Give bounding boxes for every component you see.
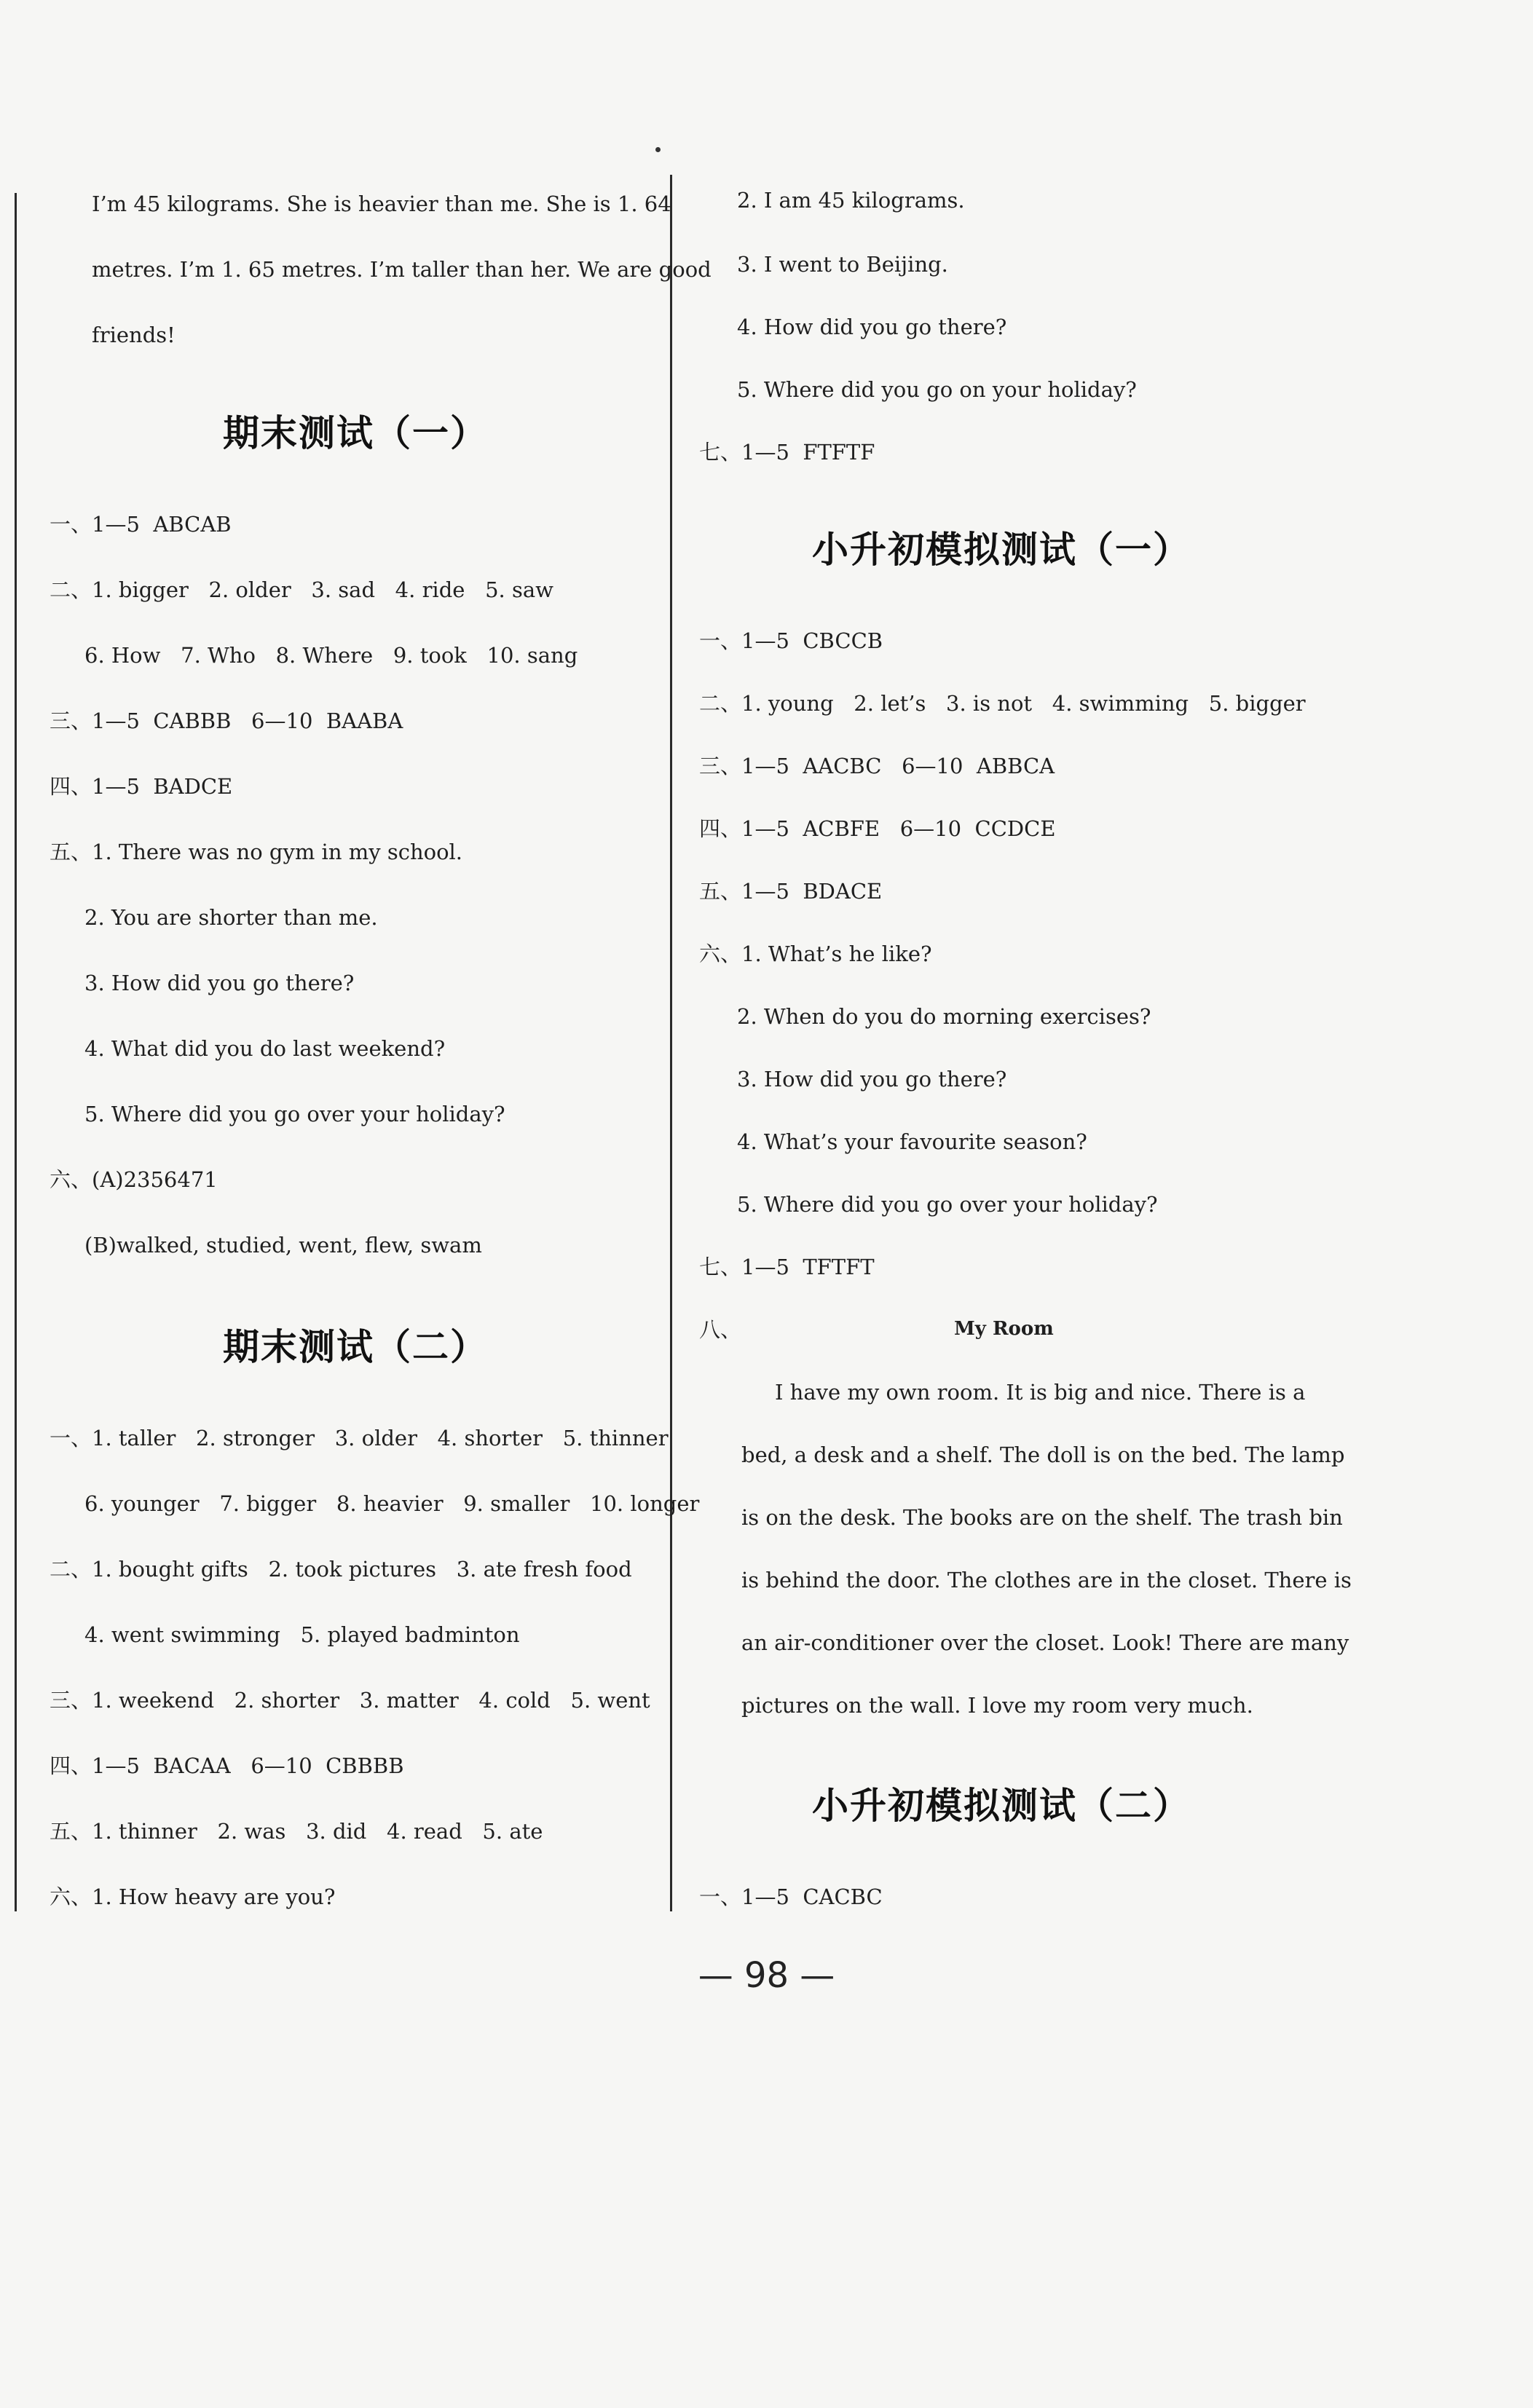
answer-line: 四、1—5 BACAA 6—10 CBBBB <box>50 1753 404 1778</box>
answer-line: 4. What did you do last weekend? <box>84 1036 446 1061</box>
intro-line: friends! <box>92 323 176 347</box>
intro-line: I’m 45 kilograms. She is heavier than me. She is 1. 64 <box>92 192 671 216</box>
answer-line: 三、1. weekend 2. shorter 3. matter 4. cold 5. went <box>50 1688 650 1713</box>
section-heading: 小升初模拟测试（二） <box>812 1785 1191 1827</box>
answer-line: 六、(A)2356471 <box>50 1167 218 1192</box>
left-margin-rule <box>15 193 17 1911</box>
section-label: 八、 <box>699 1317 742 1342</box>
essay-line: is behind the door. The clothes are in the closet. There is <box>741 1568 1352 1592</box>
answer-line: 五、1—5 BDACE <box>699 879 883 904</box>
essay-line: an air-conditioner over the closet. Look! There are many <box>741 1630 1349 1655</box>
right-column <box>699 175 1352 1937</box>
answer-line: 4. What’s your favourite season? <box>737 1129 1087 1154</box>
section-heading: 期末测试（二） <box>223 1326 488 1368</box>
page-number: — 98 — <box>698 1955 835 1996</box>
answer-line: (B)walked, studied, went, flew, swam <box>84 1233 482 1258</box>
answer-line: 七、1—5 FTFTF <box>699 440 875 465</box>
answer-line: 3. How did you go there? <box>737 1067 1007 1092</box>
answer-line: 2. You are shorter than me. <box>84 905 378 930</box>
answer-line: 5. Where did you go over your holiday? <box>84 1102 505 1126</box>
answer-line: 3. I went to Beijing. <box>737 252 948 277</box>
answer-line: 6. How 7. Who 8. Where 9. took 10. sang <box>84 643 578 668</box>
answer-line: 五、1. There was no gym in my school. <box>50 840 463 864</box>
answer-line: 三、1—5 AACBC 6—10 ABBCA <box>699 754 1055 778</box>
answer-line: 六、1. What’s he like? <box>699 942 932 966</box>
section-heading: 小升初模拟测试（一） <box>812 529 1191 571</box>
answer-line: 一、1. taller 2. stronger 3. older 4. shorter 5. thinner <box>50 1426 669 1450</box>
answer-line: 6. younger 7. bigger 8. heavier 9. smaller 10. longer <box>84 1491 700 1516</box>
answer-line: 4. How did you go there? <box>737 315 1007 339</box>
answer-line: 2. I am 45 kilograms. <box>737 188 965 213</box>
decorative-dot <box>655 147 661 152</box>
answer-line: 二、1. bigger 2. older 3. sad 4. ride 5. saw <box>50 577 553 602</box>
answer-line: 四、1—5 BADCE <box>50 774 233 799</box>
essay-line: I have my own room. It is big and nice. There is a <box>775 1380 1306 1405</box>
essay-line: pictures on the wall. I love my room very much. <box>741 1693 1253 1718</box>
left-column <box>50 175 712 1937</box>
answer-line: 七、1—5 TFTFT <box>699 1255 875 1279</box>
answer-line: 四、1—5 ACBFE 6—10 CCDCE <box>699 816 1056 841</box>
answer-line: 二、1. young 2. let’s 3. is not 4. swimming 5. bigger <box>699 691 1306 716</box>
answer-line: 5. Where did you go over your holiday? <box>737 1192 1158 1217</box>
answer-line: 二、1. bought gifts 2. took pictures 3. ate fresh food <box>50 1557 632 1582</box>
answer-line: 一、1—5 ABCAB <box>50 512 232 537</box>
column-divider <box>670 175 672 1911</box>
answer-line: 3. How did you go there? <box>84 971 355 995</box>
answer-line: 三、1—5 CABBB 6—10 BAABA <box>50 708 403 733</box>
essay-line: is on the desk. The books are on the shelf. The trash bin <box>741 1505 1343 1530</box>
essay-line: bed, a desk and a shelf. The doll is on the bed. The lamp <box>741 1442 1345 1467</box>
answer-line: 一、1—5 CBCCB <box>699 628 883 653</box>
answer-line: 4. went swimming 5. played badminton <box>84 1622 520 1647</box>
answer-line: 五、1. thinner 2. was 3. did 4. read 5. ate <box>50 1819 543 1844</box>
answer-line: 一、1—5 CACBC <box>699 1884 883 1909</box>
essay-title: My Room <box>954 1318 1054 1340</box>
answer-line: 5. Where did you go on your holiday? <box>737 377 1137 402</box>
intro-line: metres. I’m 1. 65 metres. I’m taller than her. We are good <box>92 257 712 282</box>
answer-line: 六、1. How heavy are you? <box>50 1884 336 1909</box>
answer-line: 2. When do you do morning exercises? <box>737 1004 1151 1029</box>
section-heading: 期末测试（一） <box>223 412 488 454</box>
